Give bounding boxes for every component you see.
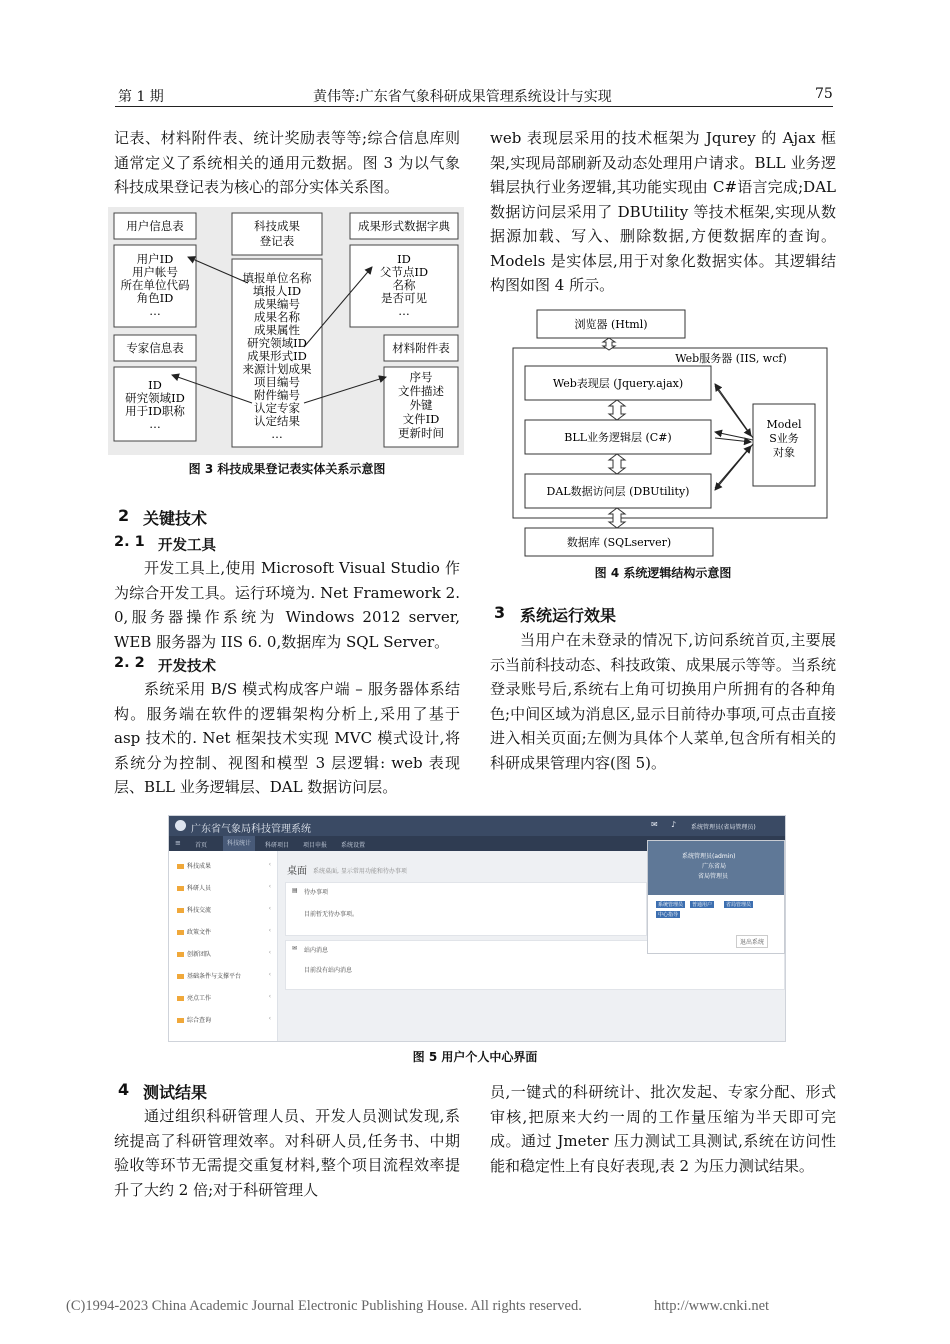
nav-item[interactable]: 项目申报 xyxy=(303,842,328,849)
popup-org: 广东省局 xyxy=(702,863,727,870)
app-logo-icon xyxy=(175,820,186,831)
role-button[interactable]: 中心指导 xyxy=(658,912,679,918)
expert-table-title: 专家信息表 xyxy=(126,341,184,355)
sidebar-item[interactable]: 科研人员 xyxy=(177,883,211,892)
chevron-left-icon: ‹ xyxy=(268,949,271,956)
nav-item[interactable]: 首页 xyxy=(195,842,208,849)
running-title: 黄伟等:广东省气象科研成果管理系统设计与实现 xyxy=(313,89,612,105)
sidebar-item[interactable]: 政策文件 xyxy=(177,927,211,936)
issue-number: 第 1 期 xyxy=(118,89,164,105)
popup-role: 省局管理员 xyxy=(698,873,729,880)
folder-icon xyxy=(177,974,184,979)
app-topbar xyxy=(169,816,785,836)
user-popup xyxy=(647,840,785,954)
reg-line-4: 成果属性 xyxy=(254,323,300,337)
folder-icon xyxy=(177,996,184,1001)
user-line-2: 所在单位代码 xyxy=(120,278,190,292)
attach-line-2: 外键 xyxy=(409,398,433,412)
expert-line-2: 用于ID职称 xyxy=(125,404,185,418)
app-title: 广东省气象局科技管理系统 xyxy=(191,824,311,835)
attach-line-4: 更新时间 xyxy=(398,426,444,440)
attach-line-1: 文件描述 xyxy=(398,384,444,398)
web-layer-label: Web表现层 (Jquery.ajax) xyxy=(552,377,684,390)
sidebar-item[interactable]: 科技成果 xyxy=(177,861,211,870)
section-4-left-text: 通过组织科研管理人员、开发人员测试发现,系统提高了科研管理效率。对科研人员,任务书、中期验收等环节无需提交重复材料,整个项目流程效率提升了大约 2 倍;对于科研管理人 xyxy=(114,1107,460,1199)
dict-line-4: … xyxy=(398,304,410,318)
server-label: Web服务器 (IIS, wcf) xyxy=(675,352,787,365)
figure-5-caption: 图 5 用户个人中心界面 xyxy=(412,1050,538,1064)
section-4-number: 4 xyxy=(118,1080,130,1099)
model-line-2: 对象 xyxy=(773,446,795,459)
section-4-right-text: 员,一键式的科研统计、批次发起、专家分配、形式审核,把原来大约一周的工作量压缩为半天即可完成。通过 Jmeter 压力测试工具测试,系统在访问性能和稳定性上有良好表现,表 2 为压力测试结果。 xyxy=(490,1083,836,1175)
header-rule xyxy=(115,106,833,107)
sidebar-item[interactable]: 创新团队 xyxy=(177,949,211,958)
folder-icon xyxy=(177,908,184,913)
top-user-name[interactable]: 系统管理员(省局管理员) xyxy=(691,824,756,831)
expert-line-1: 研究领域ID xyxy=(125,391,185,405)
nav-item-active[interactable]: 科技统计 xyxy=(223,836,255,851)
reg-line-0: 填报单位名称 xyxy=(242,271,312,285)
reg-table-title-1: 科技成果 xyxy=(254,219,300,233)
dict-line-1: 父节点ID xyxy=(379,265,429,279)
popup-user-name: 系统管理员(admin) xyxy=(682,853,736,860)
attach-line-3: 文件ID xyxy=(402,412,440,426)
figure-4-caption: 图 4 系统逻辑结构示意图 xyxy=(594,566,732,580)
sidebar-item[interactable]: 基础条件与支撑平台 xyxy=(177,971,241,980)
role-button[interactable]: 系统管理员 xyxy=(658,902,684,908)
dict-line-0: ID xyxy=(397,252,411,266)
folder-icon xyxy=(177,886,184,891)
section-2-2-text: 系统采用 B/S 模式构成客户端 – 服务器体系结构。服务端在软件的逻辑架构分析上,采用了基于 asp 技术的. Net 框架技术实现 MVC 模式设计,将系统分为控制、视图和模型 3 层逻辑: web 表现层、BLL 业务逻辑层、DAL 数据访问层。 xyxy=(114,680,460,796)
figure-3-caption: 图 3 科技成果登记表实体关系示意图 xyxy=(188,462,386,476)
database-label: 数据库 (SQLserver) xyxy=(566,536,672,549)
message-item[interactable]: 目前没有站内消息 xyxy=(304,967,353,974)
cnki-url[interactable]: http://www.cnki.net xyxy=(654,1298,770,1314)
menu-icon[interactable]: ≡ xyxy=(175,839,181,847)
section-2-1-title: 开发工具 xyxy=(158,538,216,554)
reg-line-12: … xyxy=(271,427,283,441)
attach-line-0: 序号 xyxy=(409,370,433,384)
reg-line-9: 附件编号 xyxy=(254,388,300,402)
desk-title: 桌面 xyxy=(287,866,307,877)
role-button[interactable]: 普通用户 xyxy=(692,902,713,908)
chevron-left-icon: ‹ xyxy=(268,905,271,912)
attach-table-title: 材料附件表 xyxy=(392,341,450,355)
sidebar-item[interactable]: 科技交流 xyxy=(177,905,211,914)
bll-layer-label: BLL业务逻辑层 (C#) xyxy=(564,431,672,444)
figure-3-diagram xyxy=(108,207,464,455)
message-icon: ✉ xyxy=(292,945,298,952)
reg-line-8: 项目编号 xyxy=(254,375,300,389)
reg-line-7: 来源计划成果 xyxy=(242,362,312,376)
section-2-2-number: 2. 2 xyxy=(114,655,145,671)
section-3-text: 当用户在未登录的情况下,访问系统首页,主要展示当前科技动态、科技政策、成果展示等等。当系统登录账号后,系统右上角可切换用户所拥有的各种角色;中间区域为消息区,显示目前待办事项,可点击直接进入相关页面;左侧为具体个人菜单,包含所有相关的科研成果管理内容(图 5)。 xyxy=(490,631,836,772)
mail-icon[interactable]: ✉ xyxy=(651,820,658,829)
bell-icon[interactable]: ♪ xyxy=(671,820,677,829)
user-line-0: 用户ID xyxy=(136,252,174,266)
section-3-title: 系统运行效果 xyxy=(520,606,617,625)
expert-line-0: ID xyxy=(148,378,162,392)
dict-line-2: 名称 xyxy=(392,278,416,292)
folder-icon xyxy=(177,864,184,869)
dal-layer-label: DAL数据访问层 (DBUtility) xyxy=(546,485,690,498)
model-line-0: Model xyxy=(766,418,802,431)
chevron-left-icon: ‹ xyxy=(268,861,271,868)
reg-table-title-2: 登记表 xyxy=(259,234,295,248)
chevron-left-icon: ‹ xyxy=(268,883,271,890)
section-4-title: 测试结果 xyxy=(143,1083,208,1102)
section-2-1-number: 2. 1 xyxy=(114,534,145,550)
intro-paragraph: 记表、材料附件表、统计奖励表等等;综合信息库则通常定义了系统相关的通用元数据。图 3 为以气象科技成果登记表为核心的部分实体关系图。 xyxy=(114,129,460,196)
reg-line-5: 研究领域ID xyxy=(247,336,307,350)
figure-5-screenshot xyxy=(168,815,786,1042)
nav-item[interactable]: 科研项目 xyxy=(265,842,290,849)
user-line-3: 角色ID xyxy=(136,291,174,305)
section-2-1-text: 开发工具上,使用 Microsoft Visual Studio 作为综合开发工具。运行环境为. Net Framework 2. 0,服务器操作系统为 Windows 2012 server, WEB 服务器为 IIS 6. 0,数据库为 SQL Server。 xyxy=(114,559,460,651)
right-paragraph-1: web 表现层采用的技术框架为 Jqurey 的 Ajax 框架,实现局部刷新及动态处理用户请求。BLL 业务逻辑层执行业务逻辑,其功能实现由 C#语言完成;DAL 数据访问层采用了 DBUtility 等技术框架,实现从数据源加载、写入、删除数据,方便数据库的查询。Models 是实体层,用于对象化数据实体。其逻辑结构图如图 4 所示。 xyxy=(490,129,836,294)
section-2-2-title: 开发技术 xyxy=(158,659,216,675)
reg-line-11: 认定结果 xyxy=(254,414,300,428)
dict-table-title: 成果形式数据字典 xyxy=(358,219,450,233)
sidebar-item[interactable]: 综合查询 xyxy=(177,1015,211,1024)
section-2-title: 关键技术 xyxy=(143,509,208,528)
nav-item[interactable]: 系统设置 xyxy=(341,842,366,849)
sidebar-item[interactable]: 亮点工作 xyxy=(177,993,211,1002)
desk-subtitle: 系统桌面, 显示常用功能和待办事项 xyxy=(313,868,407,875)
logout-button[interactable]: 退出系统 xyxy=(736,935,768,948)
role-button[interactable]: 省局管理员 xyxy=(726,902,752,908)
todo-item[interactable]: 目前暂无待办事项。 xyxy=(304,911,359,918)
reg-line-10: 认定专家 xyxy=(254,401,300,415)
chevron-left-icon: ‹ xyxy=(268,927,271,934)
todo-icon: ▤ xyxy=(292,887,298,894)
section-2-number: 2 xyxy=(118,506,130,525)
chevron-left-icon: ‹ xyxy=(268,971,271,978)
browser-label: 浏览器 (Html) xyxy=(574,318,648,331)
reg-line-6: 成果形式ID xyxy=(247,349,307,363)
user-line-4: … xyxy=(149,304,161,318)
folder-icon xyxy=(177,952,184,957)
reg-line-2: 成果编号 xyxy=(254,297,300,311)
message-title: 站内消息 xyxy=(304,947,329,954)
copyright-notice: (C)1994-2023 China Academic Journal Electronic Publishing House. All rights reserved. xyxy=(66,1298,582,1314)
reg-line-3: 成果名称 xyxy=(254,310,300,324)
model-line-1: S业务 xyxy=(769,432,799,445)
expert-line-3: … xyxy=(149,417,161,431)
user-line-1: 用户帐号 xyxy=(132,265,178,279)
page-number: 75 xyxy=(815,86,833,102)
todo-panel xyxy=(285,882,647,936)
figure-4-diagram xyxy=(505,306,835,561)
dict-line-3: 是否可见 xyxy=(381,291,427,305)
chevron-left-icon: ‹ xyxy=(268,993,271,1000)
folder-icon xyxy=(177,1018,184,1023)
user-table-title: 用户信息表 xyxy=(126,219,184,233)
sidebar xyxy=(169,851,278,1041)
reg-line-1: 填报人ID xyxy=(252,284,302,298)
folder-icon xyxy=(177,930,184,935)
chevron-left-icon: ‹ xyxy=(268,1015,271,1022)
section-3-number: 3 xyxy=(494,603,506,622)
todo-title: 待办事项 xyxy=(304,889,329,896)
